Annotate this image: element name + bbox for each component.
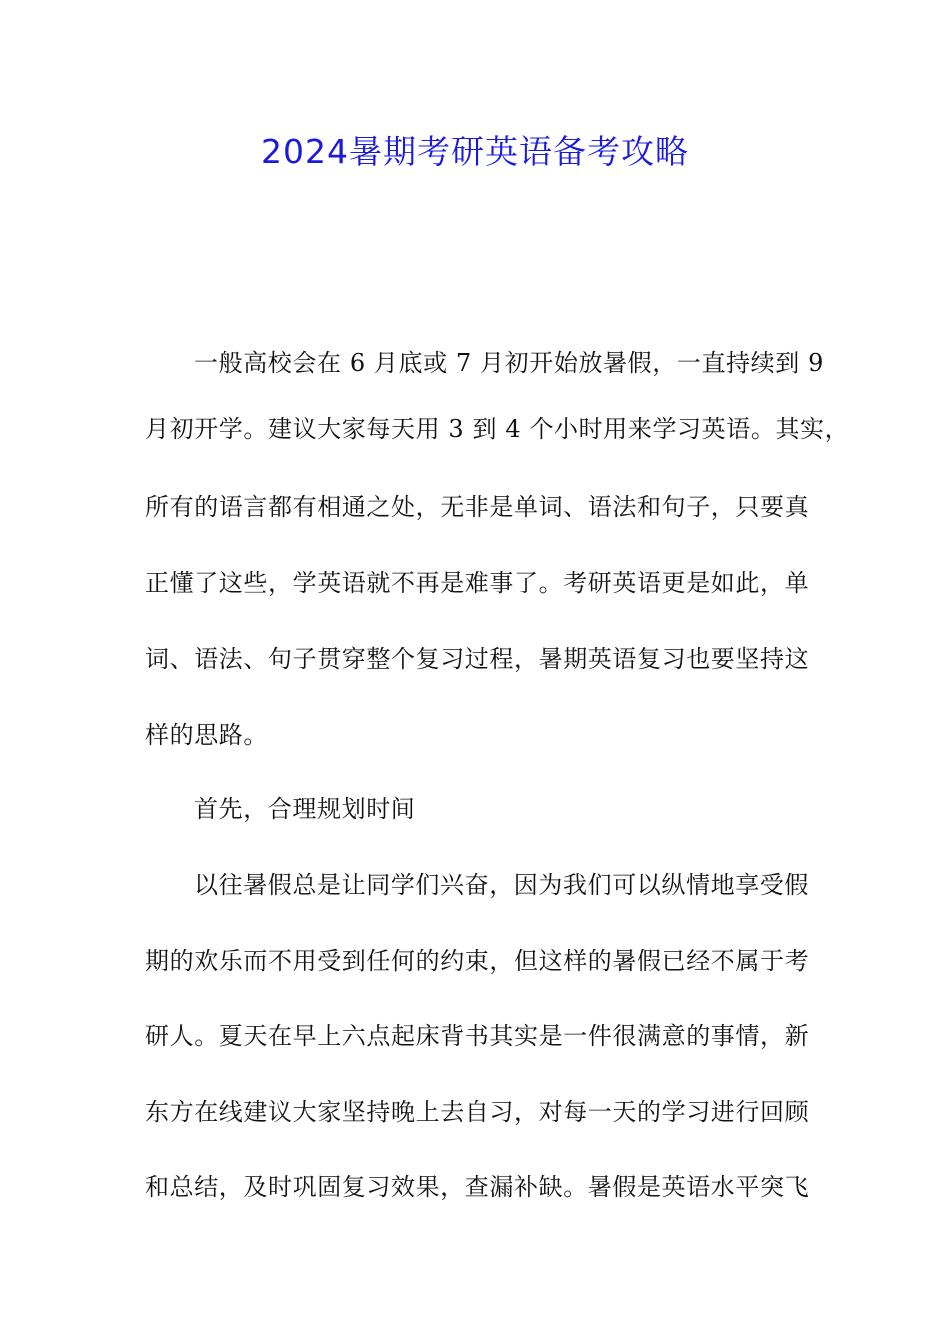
- document-title: 2024暑期考研英语备考攻略: [261, 132, 689, 171]
- paragraph-1-line-1: 一般高校会在 6 月底或 7 月初开始放暑假，一直持续到 9: [194, 349, 824, 377]
- paragraph-2-line-3: 研人。夏天在早上六点起床背书其实是一件很满意的事情，新: [145, 1022, 810, 1050]
- paragraph-1-line-4: 正懂了这些，学英语就不再是难事了。考研英语更是如此，单: [145, 569, 810, 597]
- paragraph-2-line-2: 期的欢乐而不用受到任何的约束，但这样的暑假已经不属于考: [145, 947, 810, 975]
- paragraph-1-line-2: 月初开学。建议大家每天用 3 到 4 个小时用来学习英语。其实，: [145, 415, 850, 443]
- paragraph-2-line-1: 以往暑假总是让同学们兴奋，因为我们可以纵情地享受假: [194, 871, 809, 899]
- paragraph-1-line-6: 样的思路。: [145, 721, 268, 749]
- section-heading: 首先，合理规划时间: [194, 795, 416, 823]
- paragraph-1-line-3: 所有的语言都有相通之处，无非是单词、语法和句子，只要真: [145, 493, 810, 521]
- paragraph-1-line-5: 词、语法、句子贯穿整个复习过程，暑期英语复习也要坚持这: [145, 645, 810, 673]
- paragraph-2-line-4: 东方在线建议大家坚持晚上去自习，对每一天的学习进行回顾: [145, 1098, 810, 1126]
- paragraph-2-line-5: 和总结，及时巩固复习效果，查漏补缺。暑假是英语水平突飞: [145, 1173, 810, 1201]
